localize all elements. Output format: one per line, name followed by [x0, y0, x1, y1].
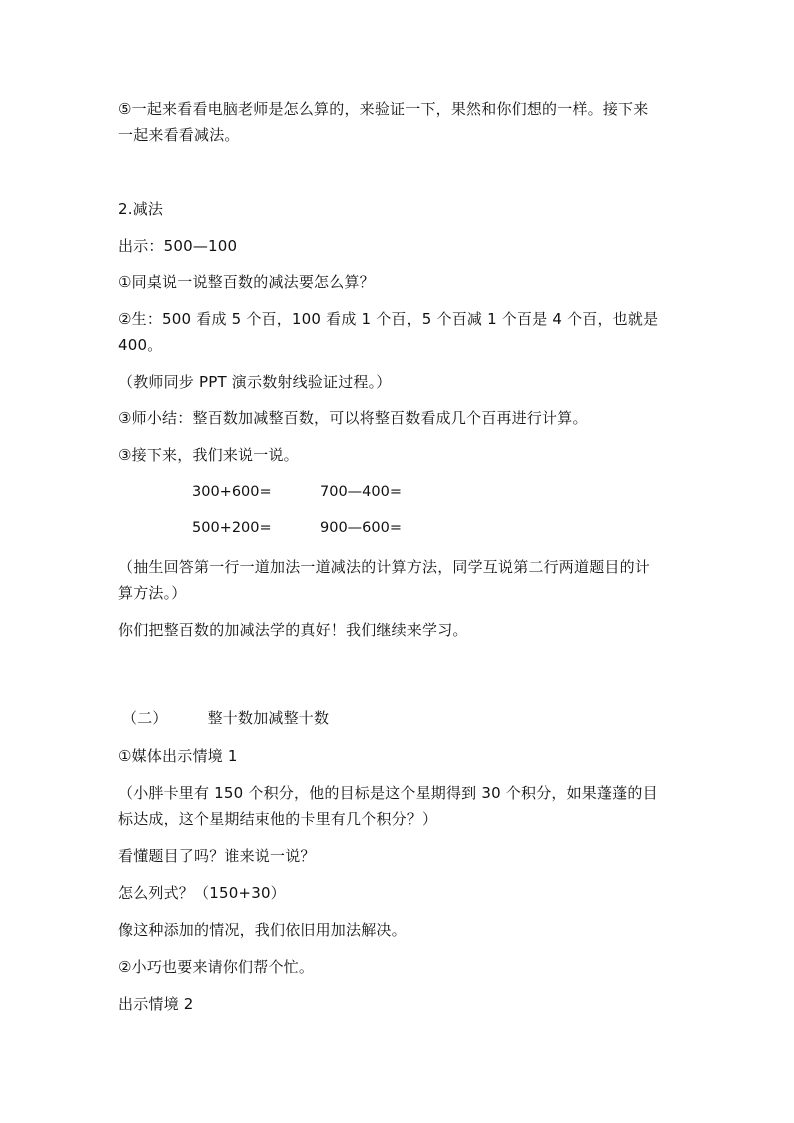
section-title: 整十数加减整十数 — [207, 709, 330, 727]
next-prompt: ③接下来，我们来说一说。 — [118, 446, 299, 464]
teacher-summary: ③师小结：整百数加减整百数，可以将整百数看成几个百再进行计算。 — [118, 409, 588, 427]
answer-line2: 400。 — [118, 336, 163, 354]
paragraph-verify-line2: 一起来看看减法。 — [118, 126, 240, 144]
section-heading — [122, 705, 692, 731]
media-situation-2-intro: ②小巧也要来请你们帮个忙。 — [118, 958, 315, 976]
calc-item: 700—400= — [320, 484, 403, 500]
ask-understand: 看懂题目了吗？谁来说一说？ — [118, 847, 316, 865]
instruction-line2: 算方法。） — [118, 584, 187, 602]
ask-equation: 怎么列式？（150+30） — [118, 884, 286, 902]
calc-item: 500+200= — [192, 520, 272, 536]
answer-line1: ②生：500 看成 5 个百，100 看成 1 个百，5 个百减 1 个百是 4 个百，也就是 — [118, 310, 659, 328]
addition-conclusion: 像这种添加的情况，我们依旧用加法解决。 — [118, 921, 407, 939]
story-line2: 标达成，这个星期结束他的卡里有几个积分？） — [118, 810, 438, 828]
media-situation-1: ①媒体出示情境 1 — [118, 747, 238, 765]
teacher-note: （教师同步 PPT 演示数射线验证过程。） — [118, 373, 392, 391]
story-line1: （小胖卡里有 150 个积分，他的目标是这个星期得到 30 个积分，如果蓬蓬的目 — [118, 784, 658, 802]
praise-text: 你们把整百数的加减法学的真好！我们继续来学习。 — [118, 621, 468, 639]
calc-item: 300+600= — [192, 484, 272, 500]
show-expression: 出示：500—100 — [118, 237, 238, 255]
question-1: ①同桌说一说整百数的减法要怎么算？ — [118, 273, 375, 291]
subheading-subtraction: 2.减法 — [118, 200, 164, 218]
instruction-line1: （抽生回答第一行一道加法一道减法的计算方法，同学互说第二行两道题目的计 — [118, 558, 651, 576]
show-situation-2: 出示情境 2 — [118, 995, 194, 1013]
calc-item: 900—600= — [320, 520, 403, 536]
paragraph-verify-line1: ⑤一起来看看电脑老师是怎么算的，来验证一下，果然和你们想的一样。接下来 — [118, 100, 649, 118]
section-number: （二） — [122, 709, 168, 727]
